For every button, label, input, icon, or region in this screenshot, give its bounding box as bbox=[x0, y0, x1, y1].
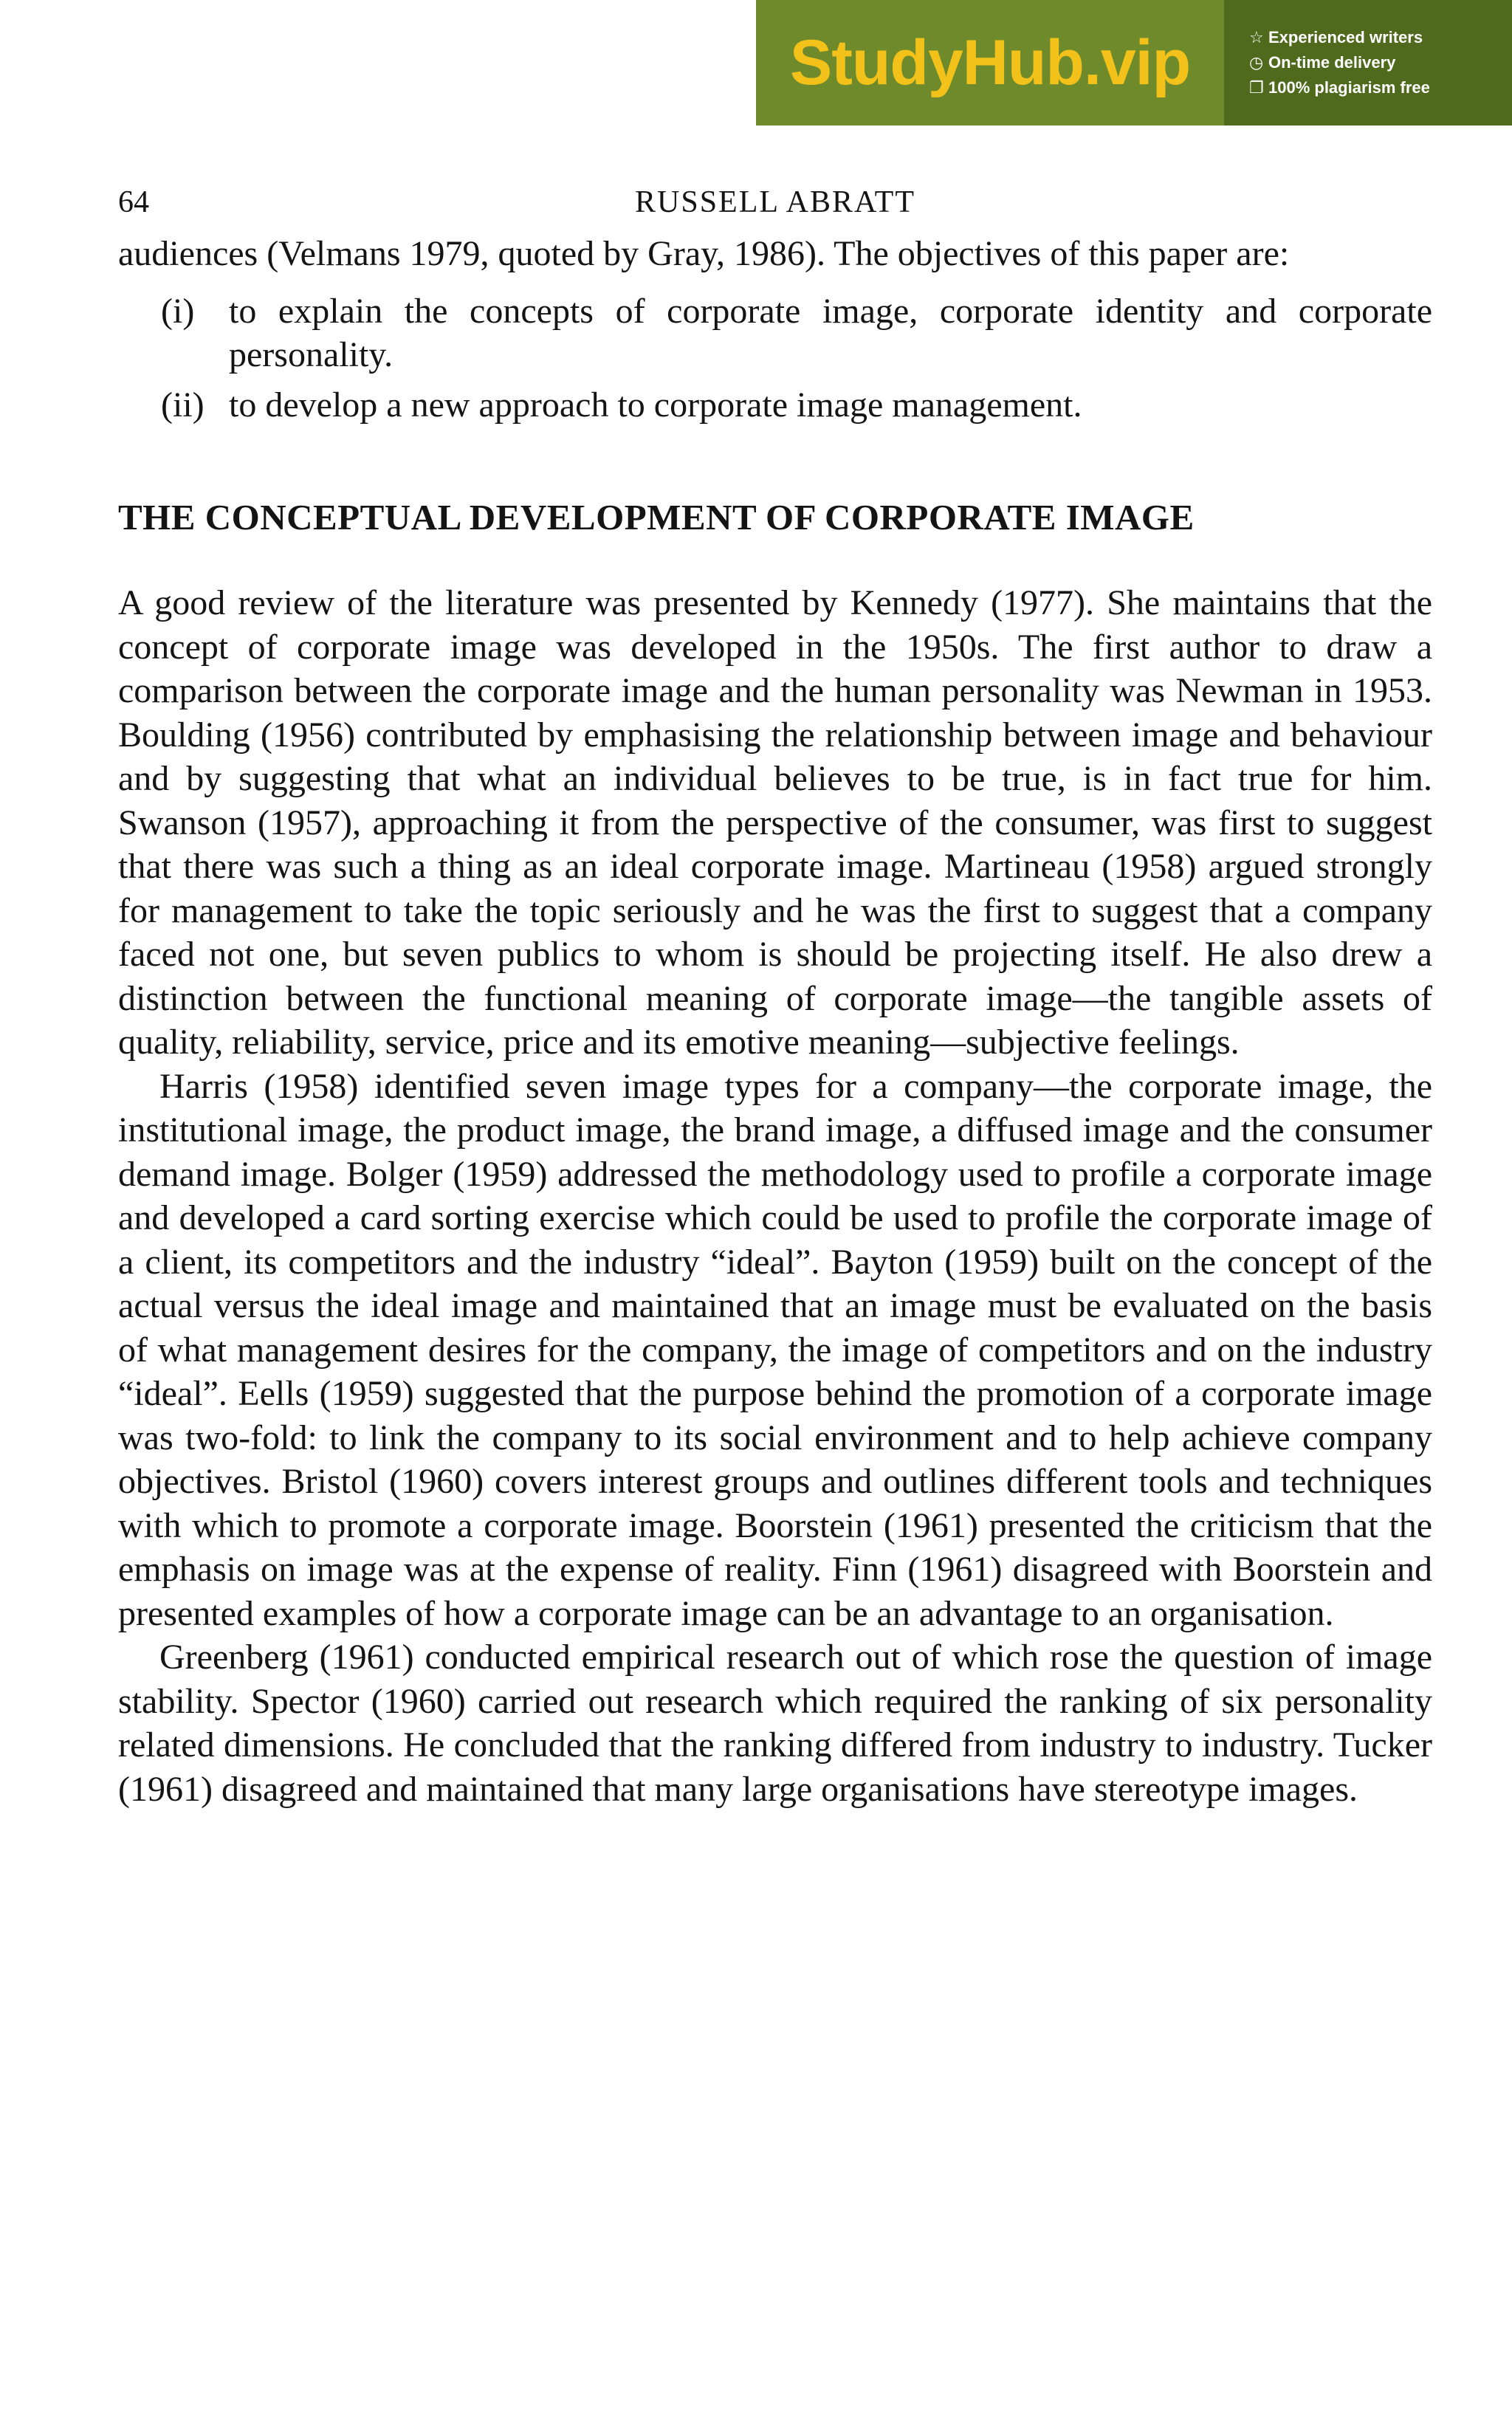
document-icon: ❐ bbox=[1249, 78, 1264, 97]
ad-banner[interactable] bbox=[756, 0, 1512, 126]
page-number: 64 bbox=[118, 185, 149, 219]
intro-paragraph: audiences (Velmans 1979, quoted by Gray, 1986). The objectives of this paper are: bbox=[118, 234, 1290, 273]
list-item-text: to develop a new approach to corporate image management. bbox=[229, 385, 1082, 425]
list-item bbox=[161, 289, 1432, 377]
list-marker: (ii) bbox=[161, 385, 205, 425]
list-item-text: to explain the concepts of corporate image, corporate identity and corporate personality. bbox=[229, 291, 1432, 374]
running-head bbox=[118, 185, 1432, 226]
section-heading: THE CONCEPTUAL DEVELOPMENT OF CORPORATE IMAGE bbox=[118, 497, 1195, 537]
feature-experienced-writers bbox=[1249, 28, 1512, 47]
objectives-list bbox=[118, 289, 1432, 427]
logo-text: StudyHub.vip bbox=[789, 27, 1191, 98]
clock-icon: ◷ bbox=[1249, 53, 1264, 72]
body-paragraph: Harris (1958) identified seven image types for a company—the corporate image, the institutional image, the product image, the brand image, a diffused image and the consumer demand image. Bolger (1959) addressed the methodology used to profile a corporate image and developed a card sorting exercise which could be used to profile the corporate image of a client, its competitors and the industry “ideal”. Bayton (1959) built on the concept of the actual versus the ideal image and maintained that an image must be evaluated on the basis of what management desires for the company, the image of competitors and on the industry “ideal”. Eells (1959) suggested that the purpose behind the promotion of a corporate image was two-fold: to link the company to its social environment and to help achieve company objectives. Bristol (1960) covers interest groups and outlines different tools and techniques with which to promote a corporate image. Boorstein (1961) presented the criticism that the emphasis on image was at the expense of reality. Finn (1961) disagreed with Boorstein and presented examples of how a corporate image can be an advantage to an organisation. bbox=[118, 1066, 1432, 1633]
banner-features bbox=[1224, 0, 1512, 126]
feature-label: 100% plagiarism free bbox=[1268, 78, 1430, 97]
list-marker: (i) bbox=[161, 291, 195, 331]
star-icon: ☆ bbox=[1249, 28, 1264, 47]
running-title: RUSSELL ABRATT bbox=[635, 185, 915, 219]
feature-on-time-delivery bbox=[1249, 53, 1512, 72]
feature-label: Experienced writers bbox=[1268, 28, 1423, 47]
studyhub-logo[interactable] bbox=[756, 0, 1224, 126]
list-item bbox=[161, 383, 1432, 427]
feature-label: On-time delivery bbox=[1268, 53, 1396, 72]
feature-plagiarism-free bbox=[1249, 78, 1512, 97]
body-paragraph: Greenberg (1961) conducted empirical research out of which rose the question of image stability. Spector (1960) carried out research which required the ranking of six personality related dimensions. He concluded that the ranking differed from industry to industry. Tucker (1961) disagreed and maintained that many large organisations have stereotype images. bbox=[118, 1638, 1432, 1809]
document-page bbox=[118, 185, 1432, 1811]
body-paragraph: A good review of the literature was presented by Kennedy (1977). She maintains that the concept of corporate image was developed in the 1950s. The first author to draw a comparison between the corporate image and the human personality was Newman in 1953. Boulding (1956) contributed by emphasising the relationship between image and behaviour and by suggesting that what an individual believes to be true, is in fact true for him. Swanson (1957), approaching it from the perspective of the consumer, was first to suggest that there was such a thing as an ideal corporate image. Martineau (1958) argued strongly for management to take the topic seriously and he was the first to suggest that a company faced not one, but seven publics to whom is should be projecting itself. He also drew a distinction between the functional meaning of corporate image—the tangible assets of quality, reliability, service, price and its emotive meaning—subjective feelings. bbox=[118, 583, 1432, 1062]
